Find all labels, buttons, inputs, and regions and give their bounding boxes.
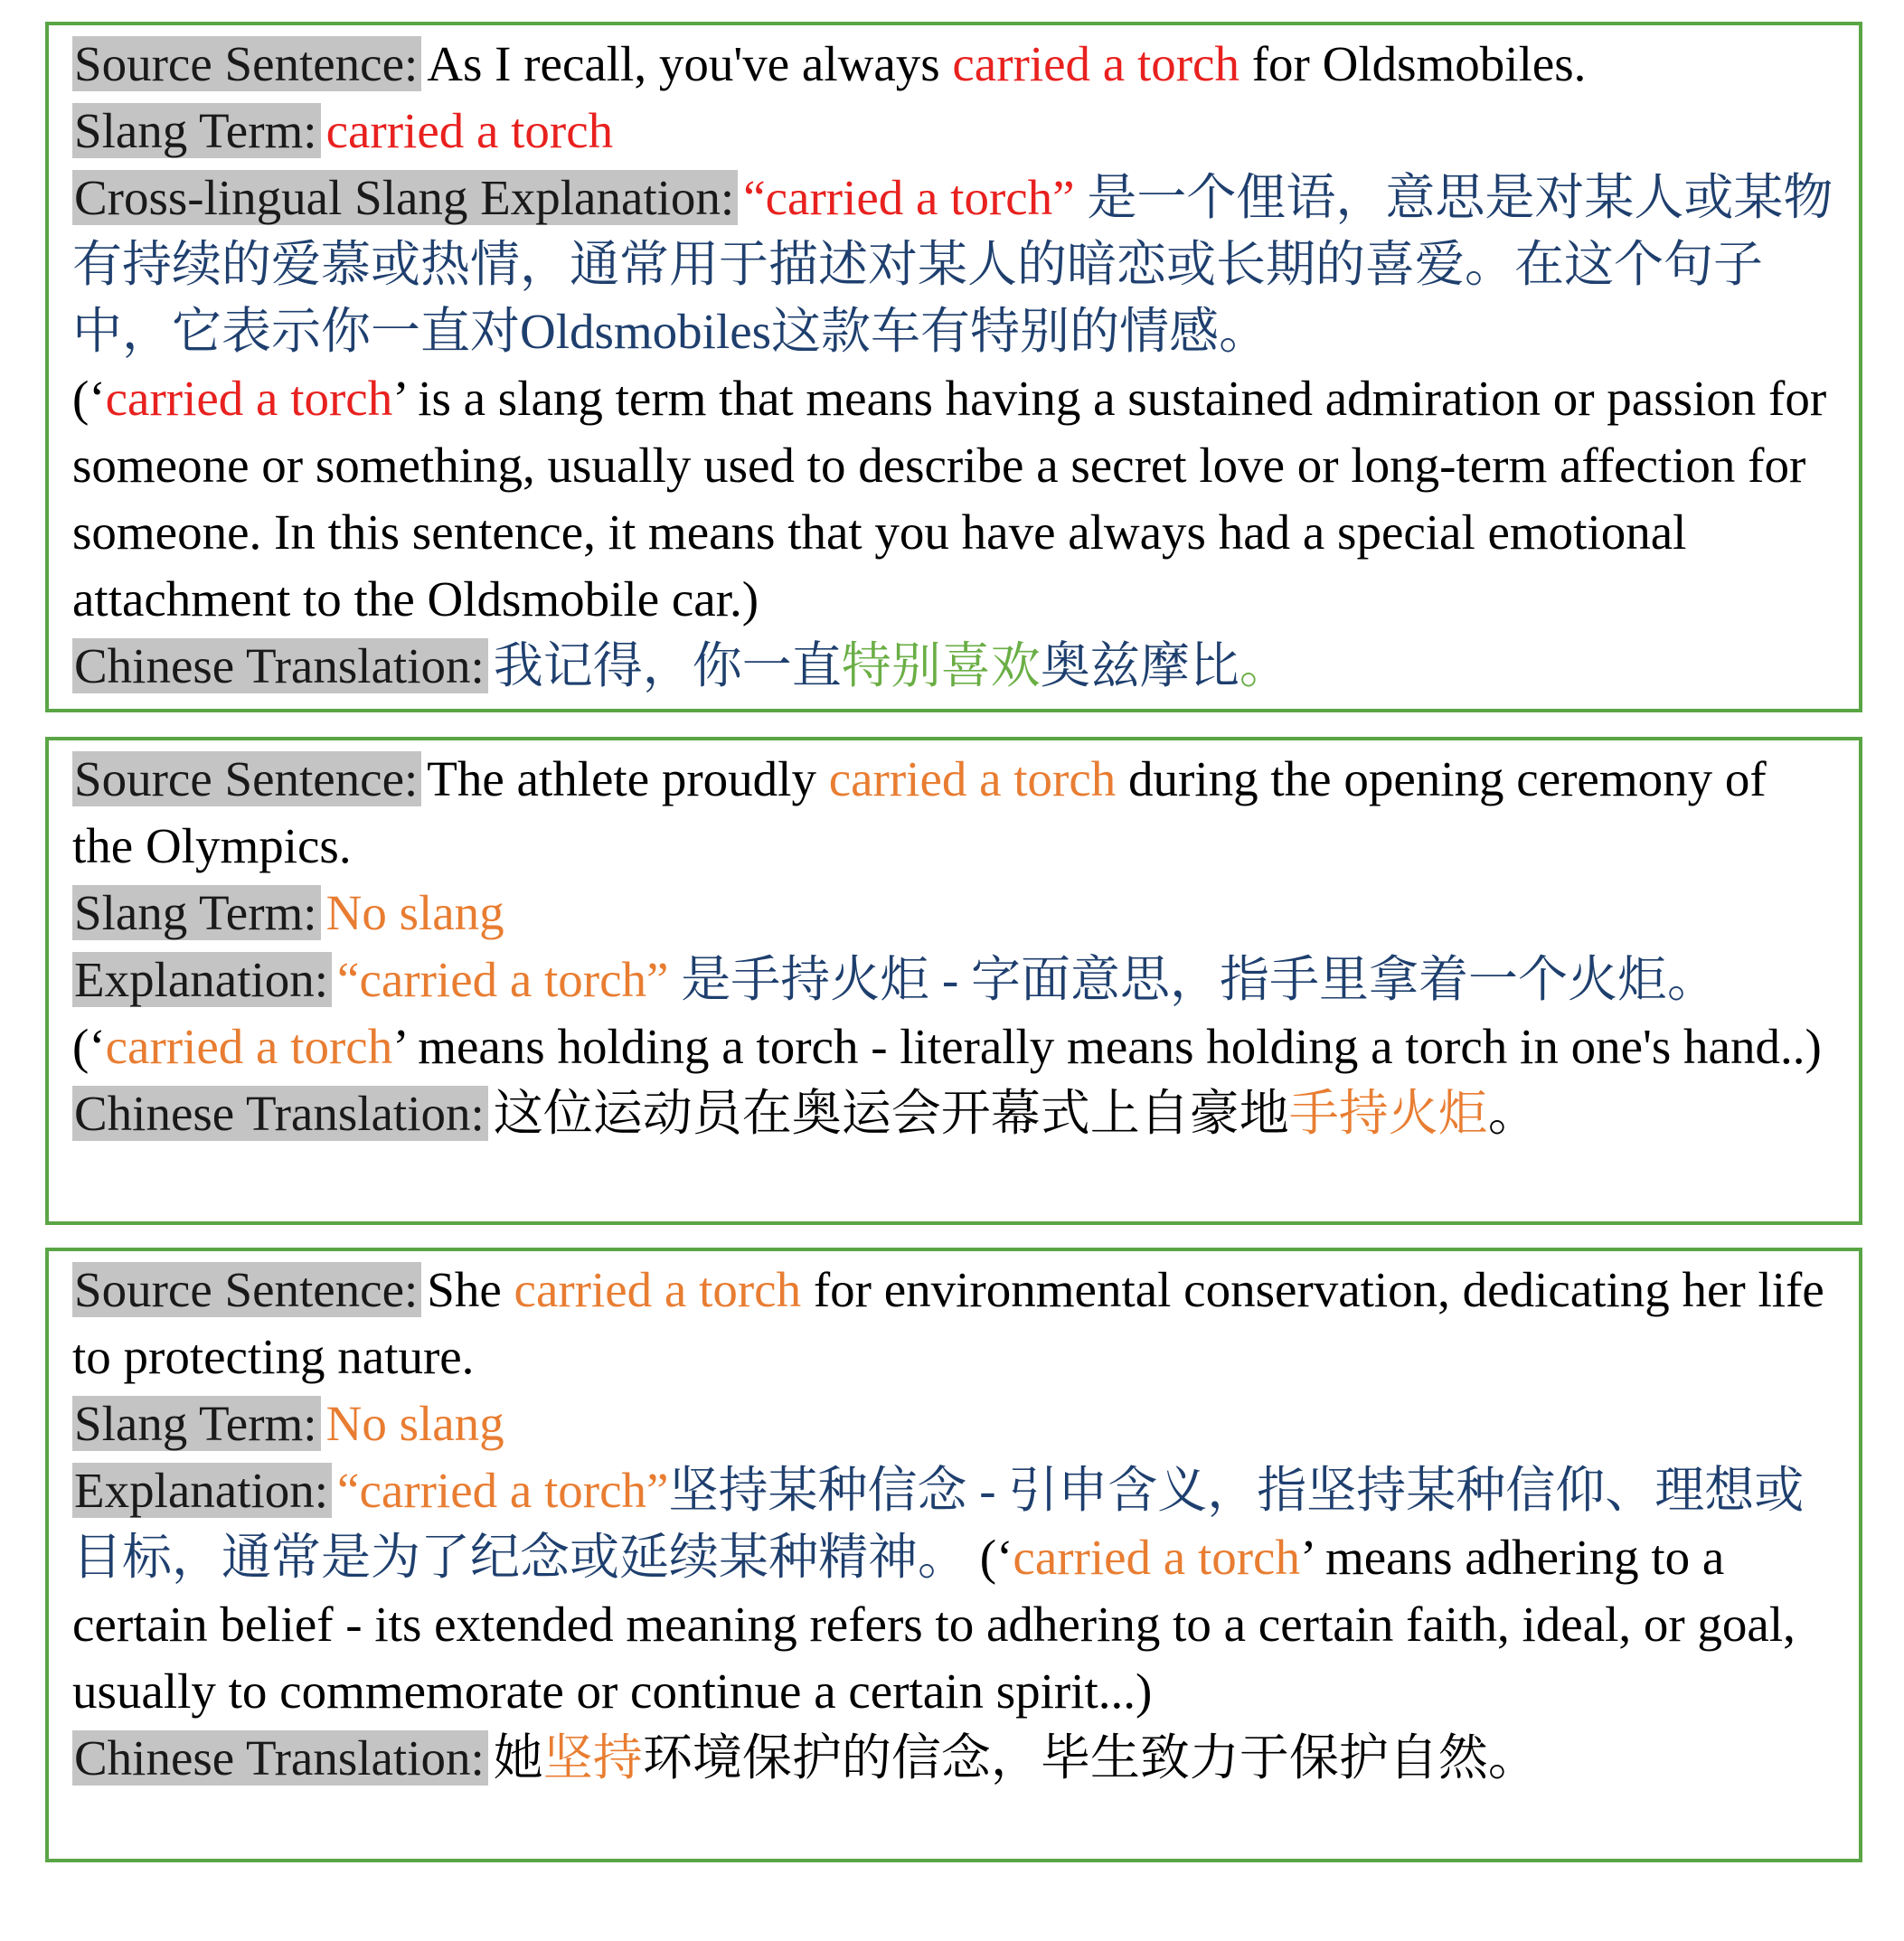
- translation-pre: 她: [493, 1730, 543, 1786]
- source-pre: As I recall, you've always: [427, 36, 953, 91]
- translation-post: 。: [1487, 1086, 1538, 1141]
- explanation-en-rest: ’ is a slang term that means having a sustained admiration or passion for someone or something, usually used to describe a secret love or long-term affection for someone. In this sentence, it means that you have always had a special emotional attachment to the Oldsmobile car.): [72, 371, 1827, 627]
- source-label: Source Sentence:: [72, 751, 421, 806]
- chinese-translation: [72, 633, 1835, 700]
- explanation: [72, 1457, 1835, 1725]
- example-box-1: [45, 22, 1862, 712]
- slang-label: Slang Term:: [72, 103, 321, 158]
- source-sentence: [72, 31, 1835, 98]
- translation-label: Chinese Translation:: [72, 638, 488, 693]
- explanation-zh: 是手持火炬 - 字面意思，指手里拿着一个火炬。: [668, 952, 1718, 1007]
- slang-label: Slang Term:: [72, 1396, 321, 1451]
- translation-label: Chinese Translation:: [72, 1730, 488, 1786]
- slang-term: [72, 1390, 1835, 1457]
- source-post: for environmental conservation, dedicating her life to protecting nature.: [72, 1262, 1824, 1384]
- explanation: [72, 165, 1835, 633]
- slang-label: Slang Term:: [72, 885, 321, 940]
- translation-term: 手持火炬: [1288, 1086, 1488, 1141]
- example-box-2: [45, 737, 1862, 1225]
- source-pre: She: [427, 1262, 514, 1317]
- source-label: Source Sentence:: [72, 36, 421, 91]
- explanation-en-term: carried a torch: [1013, 1530, 1300, 1585]
- explanation-zh: 坚持某种信念 - 引申含义，指坚持某种信仰、理想或目标，通常是为了纪念或延续某种精神。: [72, 1463, 1805, 1585]
- explanation-en-rest: ’ means adhering to a certain belief - its extended meaning refers to adhering to a certain faith, ideal, or goal, usually to commemorate or continue a certain spirit...): [72, 1530, 1796, 1719]
- explanation-en-term: carried a torch: [105, 1019, 393, 1074]
- translation-post: 环境保护的信念，毕生致力于保护自然。: [642, 1730, 1538, 1786]
- source-sentence: [72, 746, 1835, 880]
- explanation: [72, 947, 1835, 1080]
- source-pre: The athlete proudly: [427, 751, 829, 806]
- slang-value: No slang: [325, 885, 504, 940]
- explanation-term: “carried a torch”: [743, 170, 1075, 225]
- chinese-translation: [72, 1725, 1835, 1792]
- source-post: for Oldsmobiles.: [1239, 36, 1587, 91]
- source-slang-term: carried a torch: [952, 36, 1239, 91]
- explanation-en-rest: ’ means holding a torch - literally means holding a torch in one's hand..): [392, 1019, 1822, 1074]
- translation-end: 。: [1239, 638, 1289, 693]
- translation-term: 坚持: [542, 1730, 643, 1786]
- chinese-translation: [72, 1080, 1835, 1147]
- explanation-en-open: (‘: [72, 371, 106, 426]
- explanation-en-term: carried a torch: [105, 371, 393, 426]
- translation-term: 特别喜欢: [841, 638, 1041, 693]
- explanation-en-open: (‘: [72, 1019, 106, 1074]
- slang-term: [72, 880, 1835, 947]
- explanation-label: Cross-lingual Slang Explanation:: [72, 170, 738, 225]
- explanation-term: “carried a torch”: [337, 952, 669, 1007]
- slang-value: carried a torch: [325, 103, 614, 158]
- explanation-label: Explanation:: [72, 1463, 332, 1518]
- source-post: during the opening ceremony of the Olympics.: [72, 751, 1767, 873]
- source-slang-term: carried a torch: [514, 1262, 802, 1317]
- translation-post: 奥兹摩比: [1040, 638, 1239, 693]
- slang-term: [72, 98, 1835, 165]
- translation-pre: 我记得，你一直: [493, 638, 842, 693]
- slang-value: No slang: [325, 1396, 504, 1451]
- source-sentence: [72, 1257, 1835, 1390]
- source-slang-term: carried a torch: [828, 751, 1117, 806]
- translation-label: Chinese Translation:: [72, 1086, 488, 1141]
- translation-pre: 这位运动员在奥运会开幕式上自豪地: [493, 1086, 1289, 1141]
- explanation-term: “carried a torch”: [337, 1463, 669, 1518]
- explanation-en-open: (‘: [967, 1530, 1013, 1585]
- explanation-label: Explanation:: [72, 952, 332, 1007]
- example-box-3: [45, 1248, 1862, 1862]
- explanation-zh: 是一个俚语，意思是对某人或某物有持续的爱慕或热情，通常用于描述对某人的暗恋或长期的喜爱。在这个句子中，它表示你一直对Oldsmobiles这款车有特别的情感。: [72, 170, 1833, 359]
- source-label: Source Sentence:: [72, 1262, 421, 1317]
